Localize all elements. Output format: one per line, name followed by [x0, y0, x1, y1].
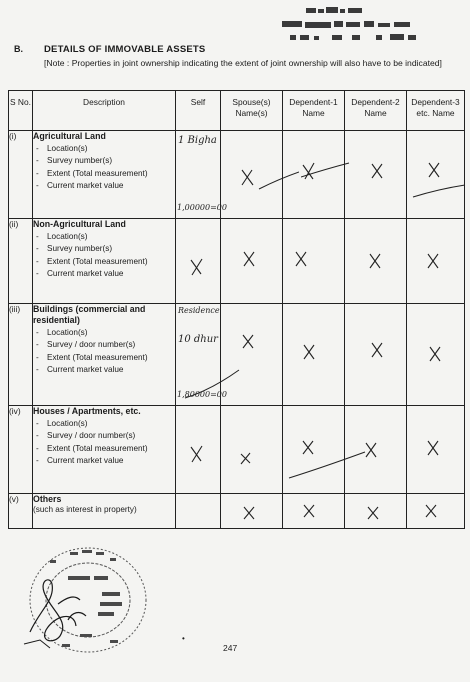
list-item: - Survey number(s) [33, 156, 175, 166]
header-spouse: Spouse(s) Name(s) [221, 91, 283, 131]
row-title: Agricultural Land [33, 131, 106, 141]
handwritten-extent: 10 dhur [178, 334, 218, 345]
header-dependent-2: Dependent-2 Name [345, 91, 407, 131]
cell-spouse [221, 304, 283, 406]
table-row [9, 406, 465, 494]
row-description [33, 406, 176, 494]
row-description [33, 131, 176, 219]
header-dependent-1: Dependent-1 Name [283, 91, 345, 131]
header-stamp-image [278, 4, 428, 44]
table-row [9, 304, 465, 406]
cross-mark-icon [367, 251, 387, 271]
section-title: DETAILS OF IMMOVABLE ASSETS [44, 44, 206, 55]
handwritten-value: 1,80000=00 [177, 390, 227, 399]
cell-self [176, 219, 221, 304]
cell-dependent-2 [345, 304, 407, 406]
row-description [33, 304, 176, 406]
cell-dependent-1 [283, 406, 345, 494]
cross-mark-icon [301, 342, 321, 362]
list-item: - Extent (Total measurement) [33, 353, 175, 363]
cell-dependent-1 [283, 304, 345, 406]
row-number: (v) [9, 494, 33, 529]
immovable-assets-table [8, 90, 465, 529]
list-item: - Current market value [33, 181, 175, 191]
list-item: - Extent (Total measurement) [33, 444, 175, 454]
table-header-row [9, 91, 465, 131]
list-item: - Extent (Total measurement) [33, 257, 175, 267]
row-item-list [33, 419, 175, 467]
header-sno: S No. [9, 91, 33, 131]
list-item: - Location(s) [33, 144, 175, 154]
official-seal-stamp-image [10, 540, 160, 665]
row-number: (i) [9, 131, 33, 219]
page-dot: • [182, 634, 185, 643]
cross-mark-icon [363, 440, 383, 460]
cross-mark-icon [425, 251, 445, 271]
row-number: (iv) [9, 406, 33, 494]
cell-dependent-3 [407, 406, 465, 494]
row-title: Others [33, 494, 62, 504]
list-item: - Survey / door number(s) [33, 431, 175, 441]
section-letter: B. [14, 44, 23, 54]
list-item: - Location(s) [33, 232, 175, 242]
table-row [9, 219, 465, 304]
cell-dependent-1 [283, 494, 345, 529]
list-item: - Extent (Total measurement) [33, 169, 175, 179]
row-description [33, 219, 176, 304]
cell-dependent-3 [407, 304, 465, 406]
handwritten-extent: 1 Bigha [178, 135, 217, 146]
cell-dependent-2 [345, 406, 407, 494]
row-item-list [33, 328, 175, 376]
cell-self [176, 406, 221, 494]
cell-spouse [221, 406, 283, 494]
cell-spouse [221, 131, 283, 219]
row-title: Houses / Apartments, etc. [33, 406, 141, 416]
cell-dependent-3 [407, 219, 465, 304]
list-item: - Current market value [33, 456, 175, 466]
list-item: - Survey number(s) [33, 244, 175, 254]
cross-mark-icon [301, 502, 321, 522]
table-row [9, 131, 465, 219]
cell-self [176, 494, 221, 529]
cell-dependent-2 [345, 494, 407, 529]
handwritten-value: 1,00000=00 [177, 203, 227, 212]
cross-mark-icon [365, 504, 385, 524]
cell-dependent-1 [283, 131, 345, 219]
list-item: - Location(s) [33, 419, 175, 429]
cross-mark-icon [241, 504, 261, 524]
header-description: Description [33, 91, 176, 131]
row-title: Non-Agricultural Land [33, 219, 126, 229]
cross-mark-icon [369, 161, 389, 181]
cross-mark-icon [237, 448, 257, 468]
cross-mark-icon [425, 438, 445, 458]
cell-dependent-3 [407, 131, 465, 219]
cell-self [176, 131, 227, 219]
handwritten-building-type: Residence [178, 306, 220, 315]
section-note: [Note : Properties in joint ownership indicating the extent of joint ownership will also have to be indicated] [44, 58, 442, 68]
cell-spouse [221, 219, 283, 304]
cross-mark-icon [369, 340, 389, 360]
list-item: - Survey / door number(s) [33, 340, 175, 350]
row-title: Buildings (commercial and residential) [33, 304, 146, 325]
header-dependent-3: Dependent-3 etc. Name [407, 91, 465, 131]
row-number: (ii) [9, 219, 33, 304]
row-item-list [33, 144, 175, 192]
cell-dependent-2 [345, 219, 407, 304]
row-description [33, 494, 176, 529]
cell-dependent-2 [345, 131, 407, 219]
cell-spouse [221, 494, 283, 529]
row-number: (iii) [9, 304, 33, 406]
cross-mark-icon [423, 502, 443, 522]
cell-dependent-3 [407, 494, 465, 529]
cross-mark-icon [241, 249, 261, 269]
cross-mark-icon [411, 161, 467, 201]
cross-mark-icon [181, 332, 281, 402]
cross-mark-icon [188, 444, 208, 464]
table-row [9, 494, 465, 529]
header-self: Self [176, 91, 221, 131]
cross-mark-icon [427, 344, 447, 364]
cross-mark-icon [293, 249, 313, 269]
row-item-list [33, 232, 175, 280]
row-subtitle: (such as interest in property) [33, 505, 137, 514]
list-item: - Location(s) [33, 328, 175, 338]
list-item: - Current market value [33, 269, 175, 279]
page-number: 247 [223, 643, 238, 653]
cell-dependent-1 [283, 219, 345, 304]
cross-mark-icon [188, 257, 208, 277]
list-item: - Current market value [33, 365, 175, 375]
